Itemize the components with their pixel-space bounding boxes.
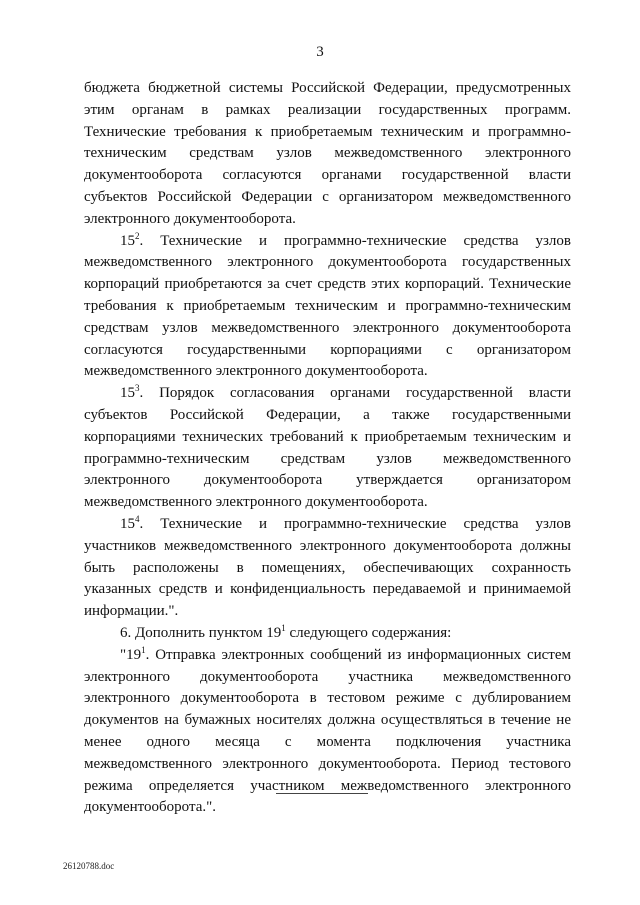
item-superscript: 1 — [281, 622, 286, 633]
item-number: 6. Дополнить пунктом 19 — [120, 624, 282, 641]
paragraph-15-4 — [84, 514, 571, 623]
footer-filename: 26120788.doc — [63, 861, 115, 871]
paragraph-text: . Технические и программно-технические средства узлов участников межведомственного электронного документооборота должны быть расположены в помещениях, обеспечивающих сохранность указанных средств и конфиденциальность передаваемой и принимаемой информации.". — [84, 515, 571, 620]
paragraph-intro — [84, 78, 571, 231]
item-superscript: 3 — [135, 383, 140, 394]
document-body — [84, 78, 571, 819]
item-superscript: 1 — [141, 644, 146, 655]
paragraph-text: следующего содержания: — [285, 624, 452, 641]
item-superscript: 4 — [135, 513, 140, 524]
item-number: "19 — [120, 646, 142, 663]
paragraph-text: . Технические и программно-технические средства узлов межведомственного электронного документооборота государственных корпораций приобретаются за счет средств этих корпораций. Технические требования к приобретаемым техническим и программно-техническим средствам узлов межведомственного электронного документооборота согласуются государственными корпорациями с организатором межведомственного электронного документооборота. — [84, 232, 571, 380]
paragraph-text: бюджета бюджетной системы Российской Федерации, предусмотренных этим органам в рамках реализации государственных программ. Технические требования к приобретаемым техническим и программно-техническим средствам узлов межведомственного электронного документооборота согласуются органами государственной власти субъектов Российской Федерации с организатором межведомственного электронного документооборота. — [84, 80, 571, 227]
item-number: 15 — [120, 232, 135, 249]
end-divider — [276, 793, 368, 794]
item-number: 15 — [120, 515, 135, 532]
paragraph-text: . Отправка электронных сообщений из информационных систем электронного документооборота участника межведомственного электронного документооборота в тестовом режиме с дублированием документов на бумажных носителях должна осуществляться в течение не менее одного месяца с момента подключения участника межведомственного электронного документооборота. Период тестового режима определяется участником межведомственного электронного документооборота.". — [84, 646, 571, 816]
item-superscript: 2 — [135, 230, 140, 241]
page-number: 3 — [316, 44, 324, 60]
paragraph-text: . Порядок согласования органами государственной власти субъектов Российской Федерации, а также государственными корпорациями технических требований к приобретаемым техническим и программно-техническим средствам узлов межведомственного электронного документооборота утверждается организатором межведомственного электронного документооборота. — [84, 385, 571, 511]
item-number: 15 — [120, 385, 135, 402]
paragraph-item-6 — [84, 623, 571, 645]
paragraph-15-3 — [84, 383, 571, 514]
paragraph-15-2 — [84, 231, 571, 384]
